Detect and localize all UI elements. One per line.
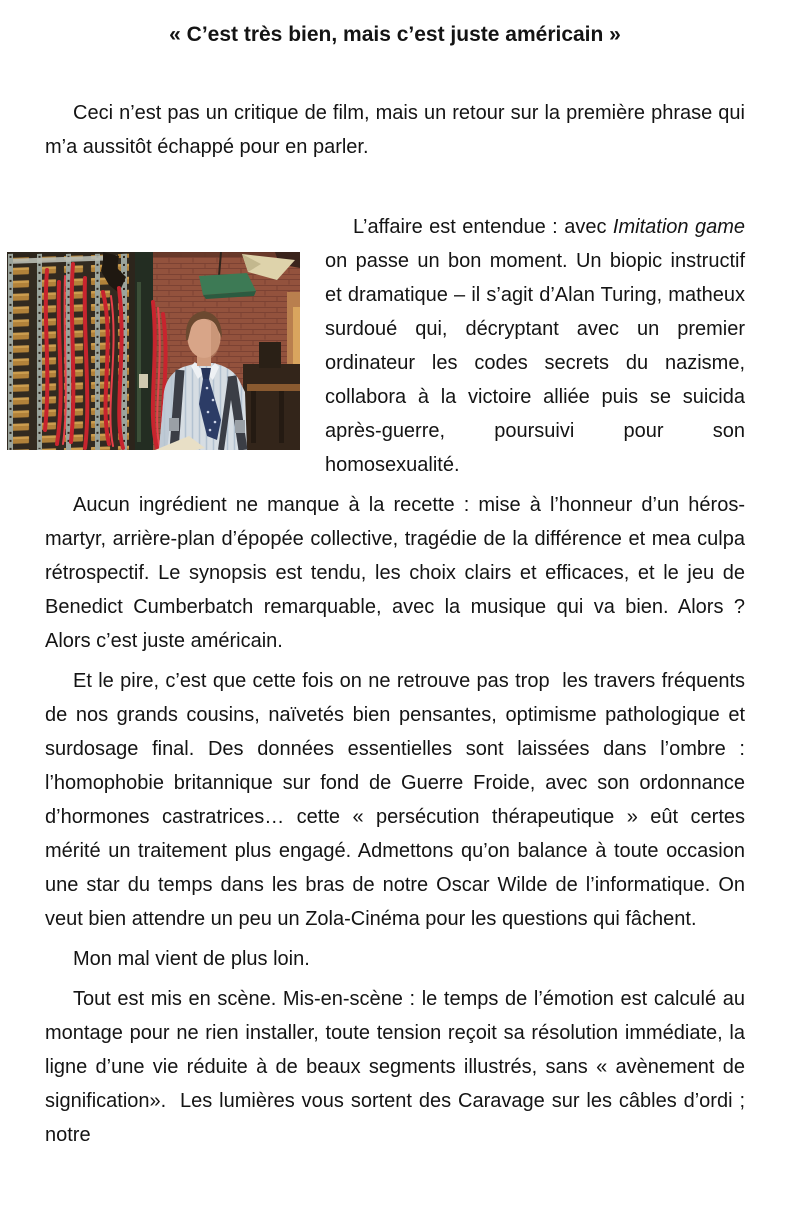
paragraph-worst: Et le pire, c’est que cette fois on ne retrouve pas trop les travers fréquents de nos grands cousins, naïvetés bien pensantes, optimisme pathologique et surdosage final. Des données essentielles sont laissées dans l’ombre : l’homophobie britannique sur fond de Guerre Froide, avec son ordonnance d’hormones castratrices… cette « persécution thérapeutique » eût certes mérité un traitement plus engagé. Admettons qu’on balance à toute occasion une star du temps dans les bras de notre Oscar Wilde de l’informatique. On veut bien attendre un peu un Zola-Cinéma pour les questions qui fâchent.	[45, 670, 745, 930]
film-text-before: L’affaire est entendue : avec	[353, 216, 613, 238]
paragraph-intro: Ceci n’est pas un critique de film, mais un retour sur la première phrase qui m’a aussitôt échappé pour en parler.	[45, 102, 745, 158]
film-text-after: on passe un bon moment. Un biopic instructif et dramatique – il s’agit d’Alan Turing, matheux surdoué qui, décryptant avec un premier ordinateur les codes secrets du nazisme, collabora à la victoire alliée puis se suicida après-guerre, poursuivi pour son homosexualité.	[325, 250, 745, 476]
page-title: « C’est très bien, mais c’est juste américain »	[169, 23, 621, 46]
film-title-italic: Imitation game	[612, 216, 746, 238]
paragraph-mise-en-scene: Tout est mis en scène. Mis-en-scène : le temps de l’émotion est calculé au montage pour ne rien installer, toute tension reçoit sa résolution immédiate, la ligne d’une vie réduite à de beaux segments illustrés, sans « avènement de signification». Les lumières vous sortent des Caravage sur les câbles d’ordi ; notre	[45, 988, 745, 1146]
paragraph-recipe: Aucun ingrédient ne manque à la recette : mise à l’honneur d’un héros-martyr, arrière-plan d’épopée collective, tragédie de la différence et mea culpa rétrospectif. Le synopsis est tendu, les choix clairs et efficaces, et le jeu de Benedict Cumberbatch remarquable, avec la musique qui va bien. Alors ? Alors c’est juste américain.	[45, 494, 745, 652]
paragraph-film-overview	[45, 210, 745, 482]
article-photo	[7, 252, 300, 450]
paragraph-mon-mal: Mon mal vient de plus loin.	[73, 948, 310, 970]
